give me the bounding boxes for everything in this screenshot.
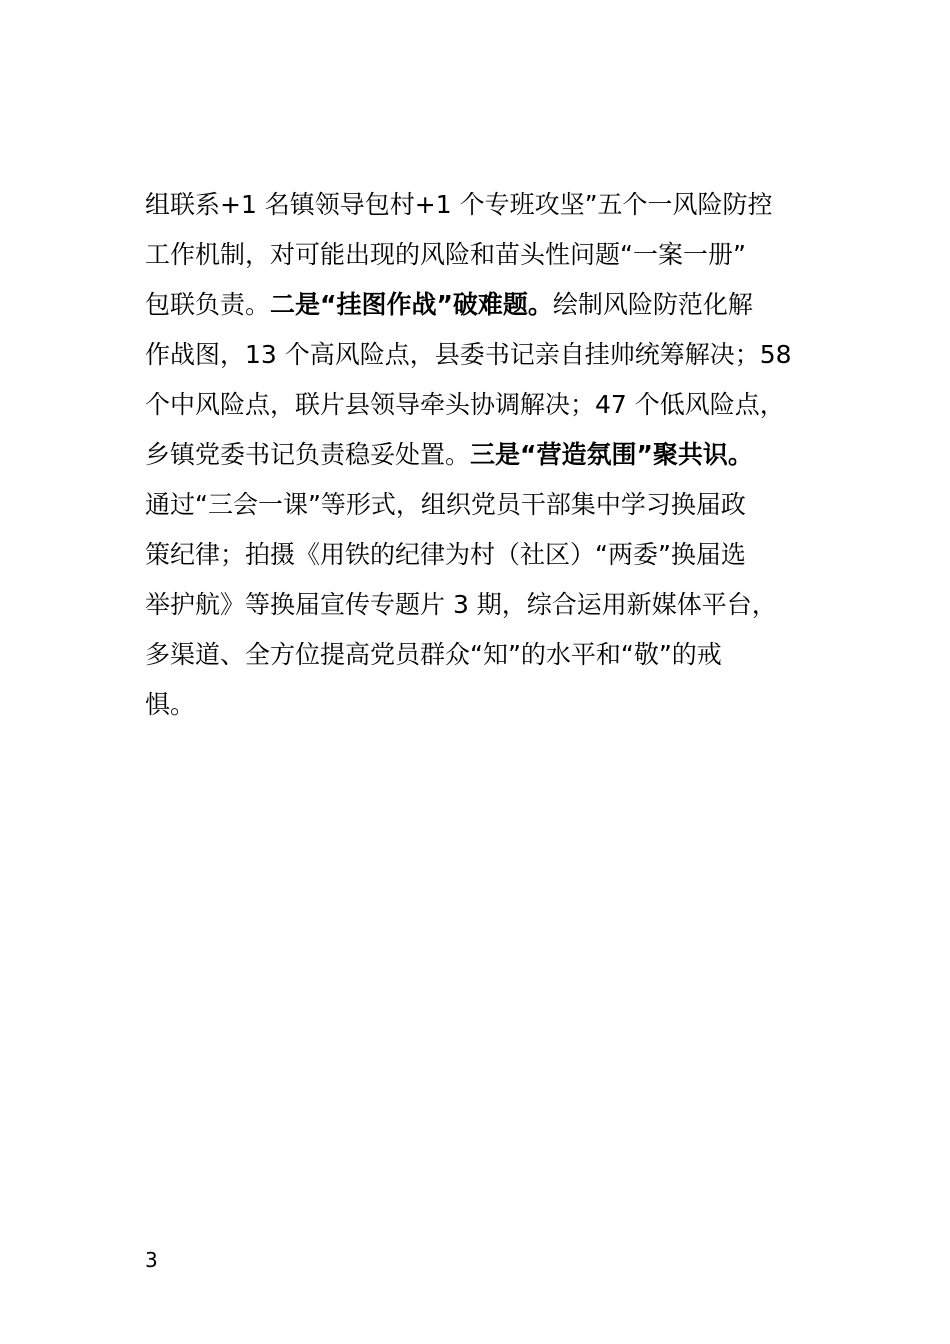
text-segment: 包联负责。 (145, 290, 271, 319)
text-line-5 (145, 380, 810, 430)
text-segment: 通过“三会一课”等形式，组织党员干部集中学习换届政 (145, 490, 746, 519)
text-line-9 (145, 580, 810, 630)
text-segment: 举护航》等换届宣传专题片 3 期，综合运用新媒体平台， (145, 590, 777, 619)
text-segment: 作战图，13 个高风险点，县委书记亲自挂帅统筹解决；58 (145, 340, 792, 369)
page-number: 3 (145, 1248, 158, 1272)
text-segment: 组联系+1 名镇领导包村+1 个专班攻坚”五个一风险防控 (145, 190, 773, 219)
text-segment: 绘制风险防范化解 (552, 290, 753, 319)
text-line-7 (145, 480, 810, 530)
text-line-2 (145, 230, 810, 280)
text-line-3 (145, 280, 810, 330)
text-line-6 (145, 430, 810, 480)
text-line-4 (145, 330, 810, 380)
body-paragraph (145, 180, 810, 730)
text-segment: 工作机制，对可能出现的风险和苗头性问题“一案一册” (145, 240, 746, 269)
text-line-10 (145, 630, 810, 680)
text-line-1 (145, 180, 810, 230)
text-segment: 策纪律；拍摄《用铁的纪律为村（社区）“两委”换届选 (145, 540, 746, 569)
text-segment: 多渠道、全方位提高党员群众“知”的水平和“敬”的戒 (145, 640, 722, 669)
text-line-8 (145, 530, 810, 580)
text-segment: 个中风险点，联片县领导牵头协调解决；47 个低风险点， (145, 390, 785, 419)
text-segment: 乡镇党委书记负责稳妥处置。 (145, 440, 471, 469)
bold-heading-segment: 二是“挂图作战”破难题。 (270, 290, 553, 319)
text-segment: 惧。 (145, 690, 196, 719)
bold-heading-segment: 三是“营造氛围”聚共识。 (470, 440, 753, 469)
text-line-11 (145, 680, 810, 730)
